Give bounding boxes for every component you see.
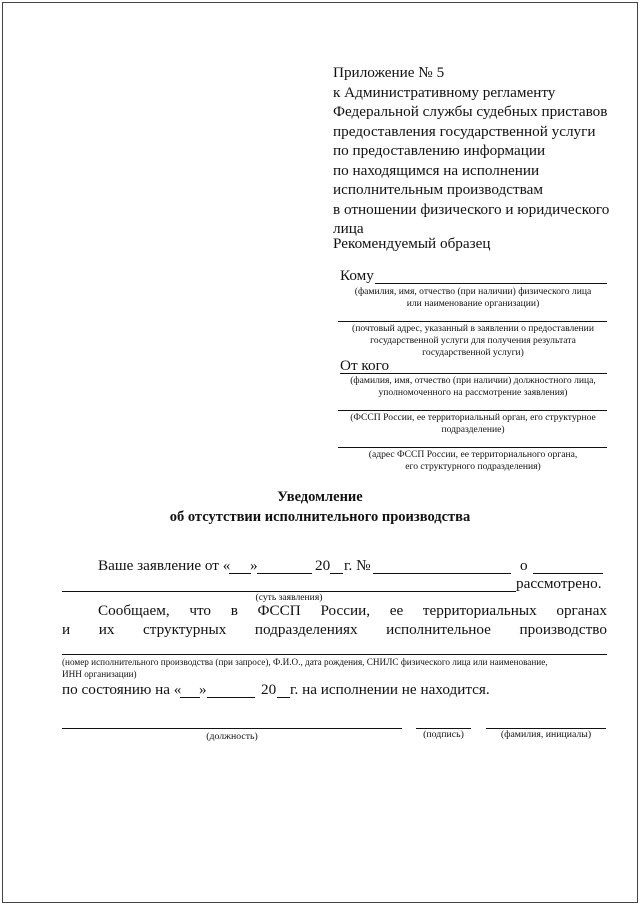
notice-subtitle: об отсутствии исполнительного производства [169,509,471,525]
recommended-sample-label: Рекомендуемый образец [333,235,491,252]
application-day-field[interactable] [229,573,251,574]
from-org-line[interactable] [338,410,607,411]
status-month-field[interactable] [207,697,255,698]
appendix-line: исполнительным производствам [333,181,543,198]
para2-line1: Сообщаем, что в ФССП России, ее территориальных органах [98,602,607,619]
reviewed-text: рассмотрено. [516,575,602,592]
to-name-line[interactable] [375,283,607,284]
notice-title: Уведомление [277,489,363,505]
status-day-field[interactable] [180,697,200,698]
position-caption: (должность) [206,731,258,742]
application-year-field[interactable] [330,573,343,574]
from-org-caption: (ФССП России, ее территориальный орган, его структурное подразделение) [350,412,596,435]
para1-text-d: г. № [344,557,371,574]
para1-text-c: 20 [315,557,331,574]
appendix-block [333,63,609,239]
appendix-line: по находящимся на исполнении [333,161,540,179]
appendix-line: Приложение № 5 [333,64,445,81]
appendix-line: к Административному регламенту [333,83,556,101]
position-field[interactable] [62,728,402,729]
para2-line2: и их структурных подразделениях исполнительное производство [62,621,607,638]
full-name-caption: (фамилия, инициалы) [500,729,592,740]
appendix-line: лица [333,220,364,237]
para1-text-e: о [520,557,528,574]
signature-caption: (подпись) [423,729,464,740]
to-address-line[interactable] [338,321,607,322]
from-label: От кого [340,357,390,374]
para3-text-d: г. на исполнении не находится. [290,681,490,698]
para3-text-b: » [199,681,207,698]
to-address-caption: (почтовый адрес, указанный в заявлении о предоставлении государственной услуги для получения результата государственной услуги) [352,323,594,358]
from-address-line[interactable] [338,447,607,448]
from-name-caption: (фамилия, имя, отчество (при наличии) должностного лица, уполномоченного на рассмотрение заявления) [350,375,596,398]
application-number-field[interactable] [373,573,511,574]
appendix-line: по предоставлению информации [333,142,546,159]
status-year-field[interactable] [277,697,290,698]
from-name-line[interactable] [340,373,607,374]
enforcement-info-caption: (номер исполнительного производства (при запросе), Ф.И.О., дата рождения, СНИЛС физического лица или наименование, ИНН организации) [62,657,548,679]
to-name-caption: (фамилия, имя, отчество (при наличии) физического лица или наименование организации) [354,286,592,309]
para1-text-b: » [250,557,258,574]
appendix-line: предоставления государственной услуги [333,122,596,140]
application-subject-field[interactable] [533,573,603,574]
para3-text-c: 20 [261,681,277,698]
application-month-field[interactable] [257,573,312,574]
para3-text-a: по состоянию на « [62,681,182,698]
enforcement-info-field[interactable] [62,654,607,655]
para1-text-a: Ваше заявление от « [98,557,231,574]
appendix-line: Федеральной службы судебных приставов [333,103,608,120]
to-label: Кому [340,267,374,284]
essence-caption: (суть заявления) [255,592,323,603]
from-address-caption: (адрес ФССП России, ее территориального органа, его структурного подразделения) [368,449,578,472]
appendix-line: в отношении физического и юридического [333,200,610,218]
